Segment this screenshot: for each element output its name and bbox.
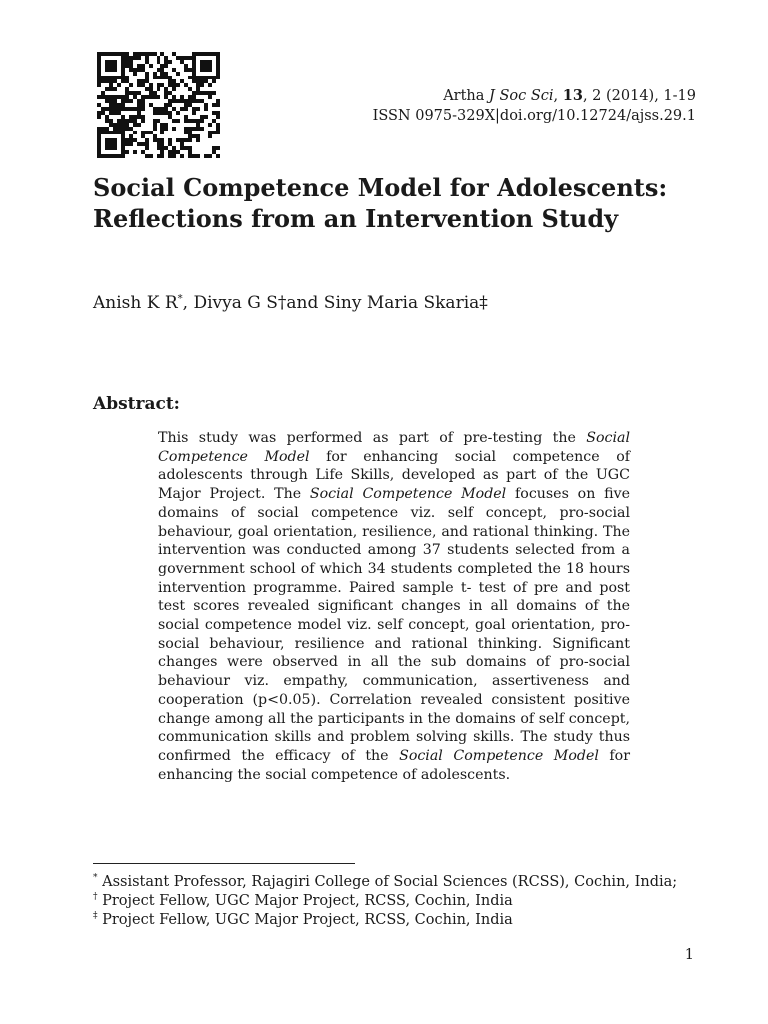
author-name: Anish K R xyxy=(93,293,178,313)
footnote-mark: † xyxy=(93,892,98,903)
author-footnote-mark: † xyxy=(277,293,287,313)
footnote-mark: ‡ xyxy=(93,911,98,922)
abstract-emphasis: Social Competence Model xyxy=(158,430,630,465)
footnote-text: Assistant Professor, Rajagiri College of Social Sciences (RCSS), Cochin, India; xyxy=(97,874,678,890)
author-name: Divya G S xyxy=(193,293,278,313)
author-separator: , xyxy=(182,293,194,313)
journal-reference xyxy=(373,86,696,126)
journal-name: Artha xyxy=(443,88,490,104)
abstract-text: for enhancing social competence of adolescents through Life Skills, developed as part of the UGC Major Project. The xyxy=(158,448,631,503)
issn-doi-line: ISSN 0975-329X|doi.org/10.12724/ajss.29.1 xyxy=(372,108,696,124)
footnote-text: Project Fellow, UGC Major Project, RCSS, Cochin, India xyxy=(97,893,513,909)
abstract-text: This study was performed as part of pre-testing the xyxy=(158,430,587,446)
abstract-text: for enhancing the social competence of adolescents. xyxy=(158,747,630,783)
footnote-mark: * xyxy=(93,873,98,884)
footnote xyxy=(93,911,696,930)
abstract-emphasis: Social Competence Model xyxy=(309,486,507,503)
footnote xyxy=(93,873,696,892)
footnotes xyxy=(93,873,696,930)
journal-comma: , xyxy=(553,88,563,104)
author-separator: and xyxy=(286,293,324,313)
qr-code xyxy=(97,52,220,158)
journal-issue-pages: , 2 (2014), 1-19 xyxy=(582,88,696,104)
abstract-heading: Abstract: xyxy=(93,394,180,414)
abstract-emphasis: Social Competence Model xyxy=(399,747,599,764)
author-footnote-mark: ‡ xyxy=(479,293,488,313)
author-name: Siny Maria Skaria xyxy=(323,293,480,313)
paper-title: Social Competence Model for Adolescents: Reflections from an Intervention Study xyxy=(93,173,668,233)
author-footnote-mark: * xyxy=(177,293,183,305)
abstract-text: focuses on five domains of social competence viz. self concept, pro-social behaviour, goal orientation, resilience, and rational thinking. The intervention was conducted among 37 students selected from a government school of which 34 students completed the 18 hours intervention programme. Paired sample t- test of pre and post test scores revealed significant changes in all domains of the social competence model viz. self concept, goal orientation, pro-social behaviour, resilience and rational thinking. Significant changes were observed in all the sub domains of pro-social behaviour viz. empathy, communication, assertiveness and cooperation (p<0.05). Correlation revealed consistent positive change among all the participants in the domains of self concept, communication skills and problem solving skills. The study thus confirmed the efficacy of the xyxy=(158,486,631,764)
page-number: 1 xyxy=(684,947,694,963)
footnote-divider xyxy=(93,863,355,864)
footnote xyxy=(93,892,696,911)
author-line xyxy=(93,291,488,315)
abstract-body xyxy=(158,429,630,784)
journal-abbrev: J Soc Sci xyxy=(489,88,554,104)
journal-citation-line xyxy=(373,86,696,106)
journal-volume: 13 xyxy=(562,87,583,104)
footnote-text: Project Fellow, UGC Major Project, RCSS, Cochin, India xyxy=(97,912,513,928)
